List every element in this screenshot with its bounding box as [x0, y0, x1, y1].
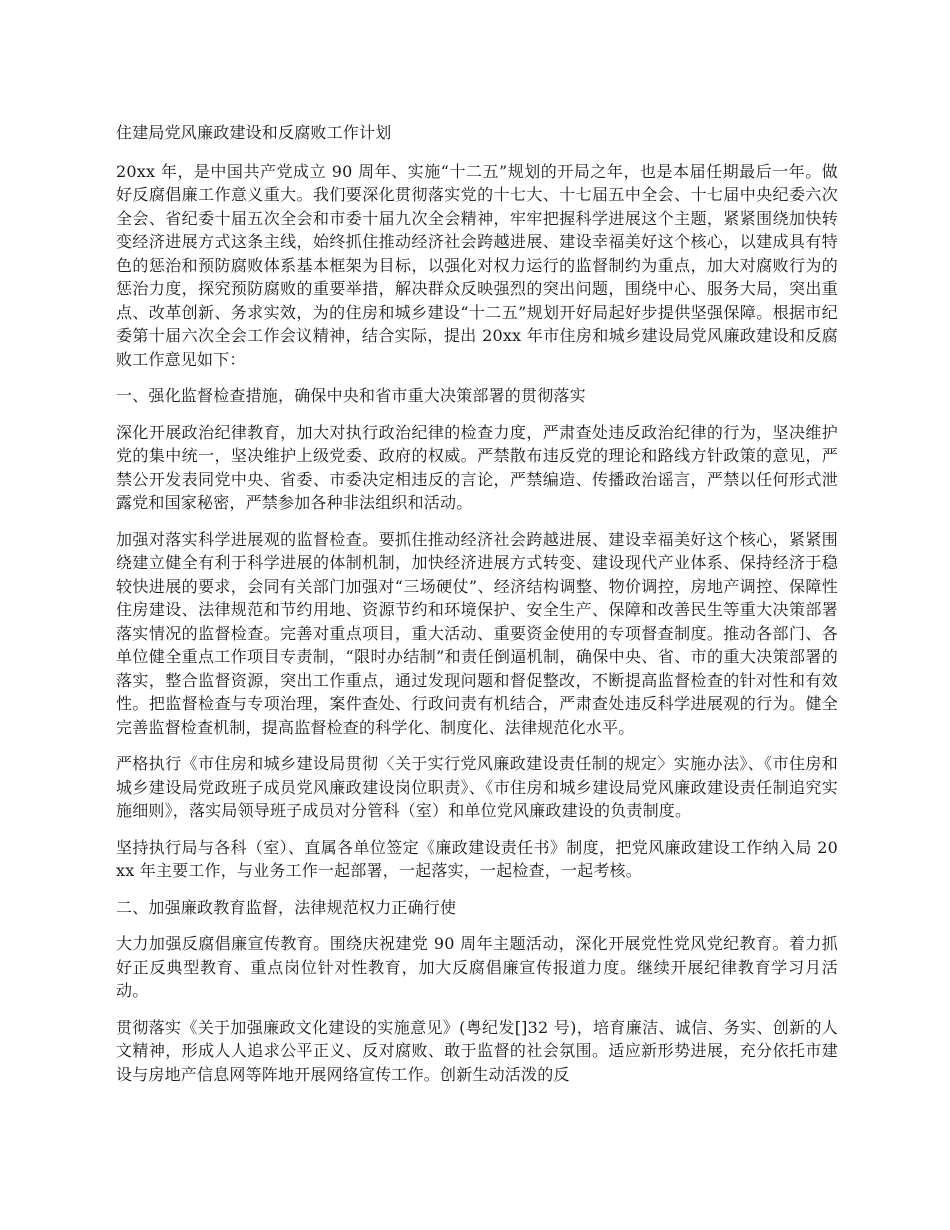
section-heading-2: 二、加强廉政教育监督，法律规范权力正确行使	[116, 897, 457, 917]
paragraph-clean-culture: 贯彻落实《关于加强廉政文化建设的实施意见》(粤纪发[]32 号)，培育廉洁、诚信、务实、创新的人文精神，形成人人追求公平正义、反对腐败、敢于监督的社会氛围。适应新形势进展，充分依托市建设与房地产信息网等阵地开展网络宣传工作。创新生动活泼的反	[116, 1017, 838, 1084]
paragraph-scientific-development: 加强对落实科学进展观的监督检查。要抓住推动经济社会跨越进展、建设幸福美好这个核心，紧紧围绕建立健全有利于科学进展的体制机制，加快经济进展方式转变、建设现代产业体系、保持经济于稳较快进展的要求，会同有关部门加强对“三场硬仗”、经济结构调整、物价调控，房地产调控、保障性住房建设、法律规范和节约用地、资源节约和环境保护、安全生产、保障和改善民生等重大决策部署落实情况的监督检查。完善对重点项目，重大活动、重要资金使用的专项督查制度。推动各部门、各单位健全重点工作项目专责制，“限时办结制”和责任倒逼机制，确保中央、省、市的重大决策部署的落实，整合监督资源，突出工作重点，通过发现问题和督促整改，不断提高监督检查的针对性和有效性。把监督检查与专项治理，案件查处、行政问责有机结合，严肃查处违反科学进展观的行为。健全完善监督检查机制，提高监督检查的科学化、制度化、法律规范化水平。	[116, 529, 838, 737]
paragraph-responsibility-system: 严格执行《市住房和城乡建设局贯彻〈关于实行党风廉政建设责任制的规定〉实施办法》、《市住房和城乡建设局党政班子成员党风廉政建设岗位职责》、《市住房和城乡建设局党风廉政建设责任制追究实施细则》，落实局领导班子成员对分管科（室）和单位党风廉政建设的负责制度。	[116, 754, 838, 820]
section-heading-1: 一、强化监督检查措施，确保中央和省市重大决策部署的贯彻落实	[116, 386, 586, 405]
paragraph-publicity-education: 大力加强反腐倡廉宣传教育。围绕庆祝建党 90 周年主题活动，深化开展党性党风党纪教育。着力抓好正反典型教育、重点岗位针对性教育，加大反腐倡廉宣传报道力度。继续开展纪律教育学习月活动。	[116, 934, 838, 1000]
document-page	[116, 121, 838, 1099]
paragraph-intro: 20xx 年，是中国共产党成立 90 周年、实施“十二五”规划的开局之年，也是本届任期最后一年。做好反腐倡廉工作意义重大。我们要深化贯彻落实党的十七大、十七届五中全会、十七届中央纪委六次全会、省纪委十届五次全会和市委十届九次全会精神，牢牢把握科学进展这个主题，紧紧围绕加快转变经济进展方式这条主线，始终抓住推动经济社会跨越进展、建设幸福美好这个核心，以建成具有特色的惩治和预防腐败体系基本框架为目标，以强化对权力运行的监督制约为重点，加大对腐败行为的惩治力度，探究预防腐败的重要举措，解决群众反映强烈的突出问题，围绕中心、服务大局，突出重点、改革创新、务求实效，为的住房和城乡建设“十二五”规划开好局起好步提供坚强保障。根据市纪委第十届六次全会工作会议精神，结合实际，提出 20xx 年市住房和城乡建设局党风廉政建设和反腐败工作意见如下：	[116, 161, 838, 369]
paragraph-responsibility-letter: 坚持执行局与各科（室）、直属各单位签定《廉政建设责任书》制度，把党风廉政建设工作纳入局 20xx 年主要工作，与业务工作一起部署，一起落实，一起检查，一起考核。	[116, 837, 838, 880]
paragraph-political-discipline: 深化开展政治纪律教育，加大对执行政治纪律的检查力度，严肃查处违反政治纪律的行为，坚决维护党的集中统一，坚决维护上级党委、政府的权威。严禁散布违反党的理论和路线方针政策的意见，严禁公开发表同党中央、省委、市委决定相违反的言论，严禁编造、传播政治谣言，严禁以任何形式泄露党和国家秘密，严禁参加各种非法组织和活动。	[116, 422, 838, 512]
document-title: 住建局党风廉政建设和反腐败工作计划	[116, 123, 392, 142]
